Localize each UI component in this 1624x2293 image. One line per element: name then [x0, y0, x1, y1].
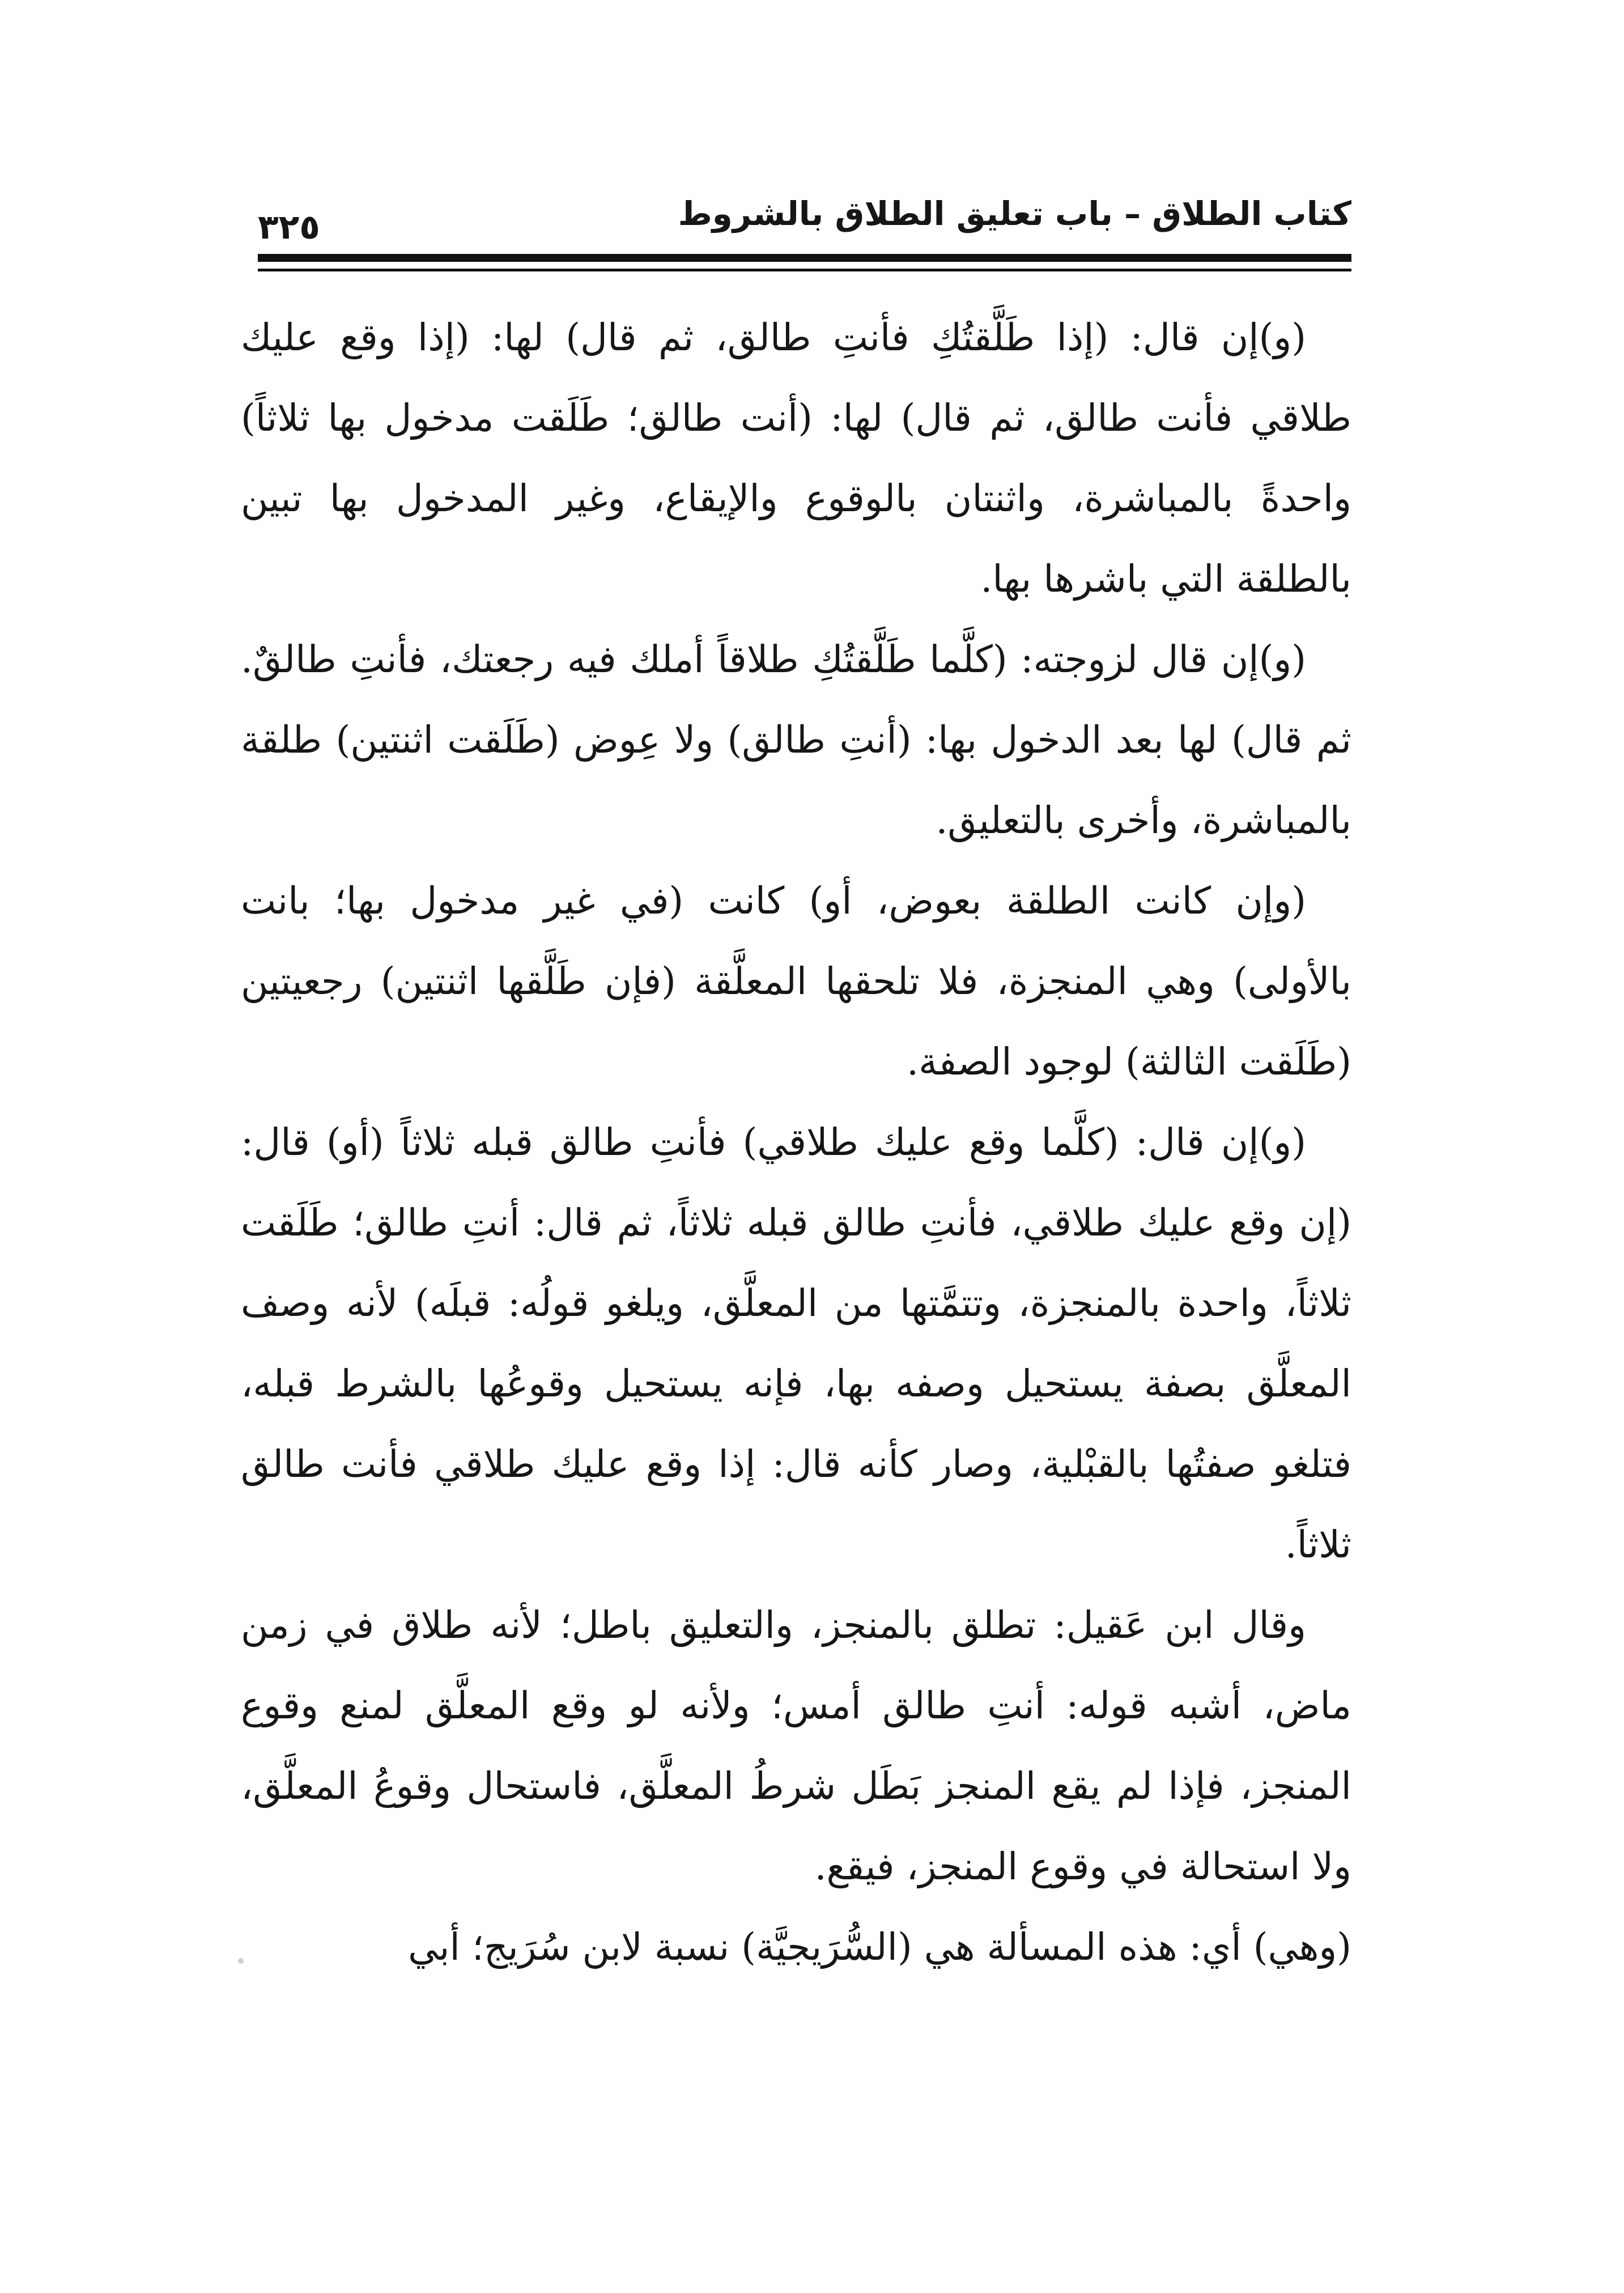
scan-speck	[238, 1958, 244, 1964]
paragraph: (وإن كانت الطلقة بعوض، أو) كانت (في غير مدخول بها؛ بانت بالأولى) وهي المنجزة، فلا تلحقها المعلَّقة (فإن طَلَّقها اثنتين) رجعيتين (طَلَقت الثالثة) لوجود الصفة.	[241, 879, 1351, 1084]
body-text	[241, 298, 1351, 1988]
header-title: كتاب الطلاق – باب تعليق الطلاق بالشروط	[678, 194, 1351, 233]
paragraph: (و)إن قال: (إذا طَلَّقتُكِ فأنتِ طالق، ثم قال) لها: (إذا وقع عليك طلاقي فأنت طالق، ثم قال) لها: (أنت طالق؛ طَلَقت مدخول بها ثلاثاً) واحدةً بالمباشرة، واثنتان بالوقوع والإيقاع، وغير المدخول بها تبين بالطلقة التي باشرها بها.	[241, 316, 1351, 601]
paragraph: وقال ابن عَقيل: تطلق بالمنجز، والتعليق باطل؛ لأنه طلاق في زمن ماض، أشبه قوله: أنتِ طالق أمس؛ ولأنه لو وقع المعلَّق لمنع وقوع المنجز، فإذا لم يقع المنجز بَطَل شرطُ المعلَّق، فاستحال وقوعُ المعلَّق، ولا استحالة في وقوع المنجز، فيقع.	[241, 1603, 1352, 1888]
paragraph: (و)إن قال: (كلَّما وقع عليك طلاقي) فأنتِ طالق قبله ثلاثاً (أو) قال: (إن وقع عليك طلاقي، فأنتِ طالق قبله ثلاثاً، ثم قال: أنتِ طالق؛ طَلَقت ثلاثاً، واحدة بالمنجزة، وتتمَّتها من المعلَّق، ويلغو قولُه: قبلَه) لأنه وصف المعلَّق بصفة يستحيل وصفه بها، فإنه يستحيل وقوعُها بالشرط قبله، فتلغو صفتُها بالقبْلية، وصار كأنه قال: إذا وقع عليك طلاقي فأنت طالق ثلاثاً.	[241, 1120, 1351, 1566]
header-rule-thick	[258, 254, 1351, 262]
running-header	[258, 187, 1351, 249]
paragraph: (وهي) أي: هذه المسألة هي (السُّرَيجيَّة) نسبة لابن سُرَيج؛ أبي	[408, 1925, 1351, 1969]
paragraph: (و)إن قال لزوجته: (كلَّما طَلَّقتُكِ طلاقاً أملك فيه رجعتك، فأنتِ طالقٌ. ثم قال) لها بعد الدخول بها: (أنتِ طالق) ولا عِوض (طَلَقت اثنتين) طلقة بالمباشرة، وأخرى بالتعليق.	[241, 638, 1351, 842]
header-rule-thin	[258, 269, 1351, 271]
page-number: ٣٢٥	[258, 207, 320, 247]
